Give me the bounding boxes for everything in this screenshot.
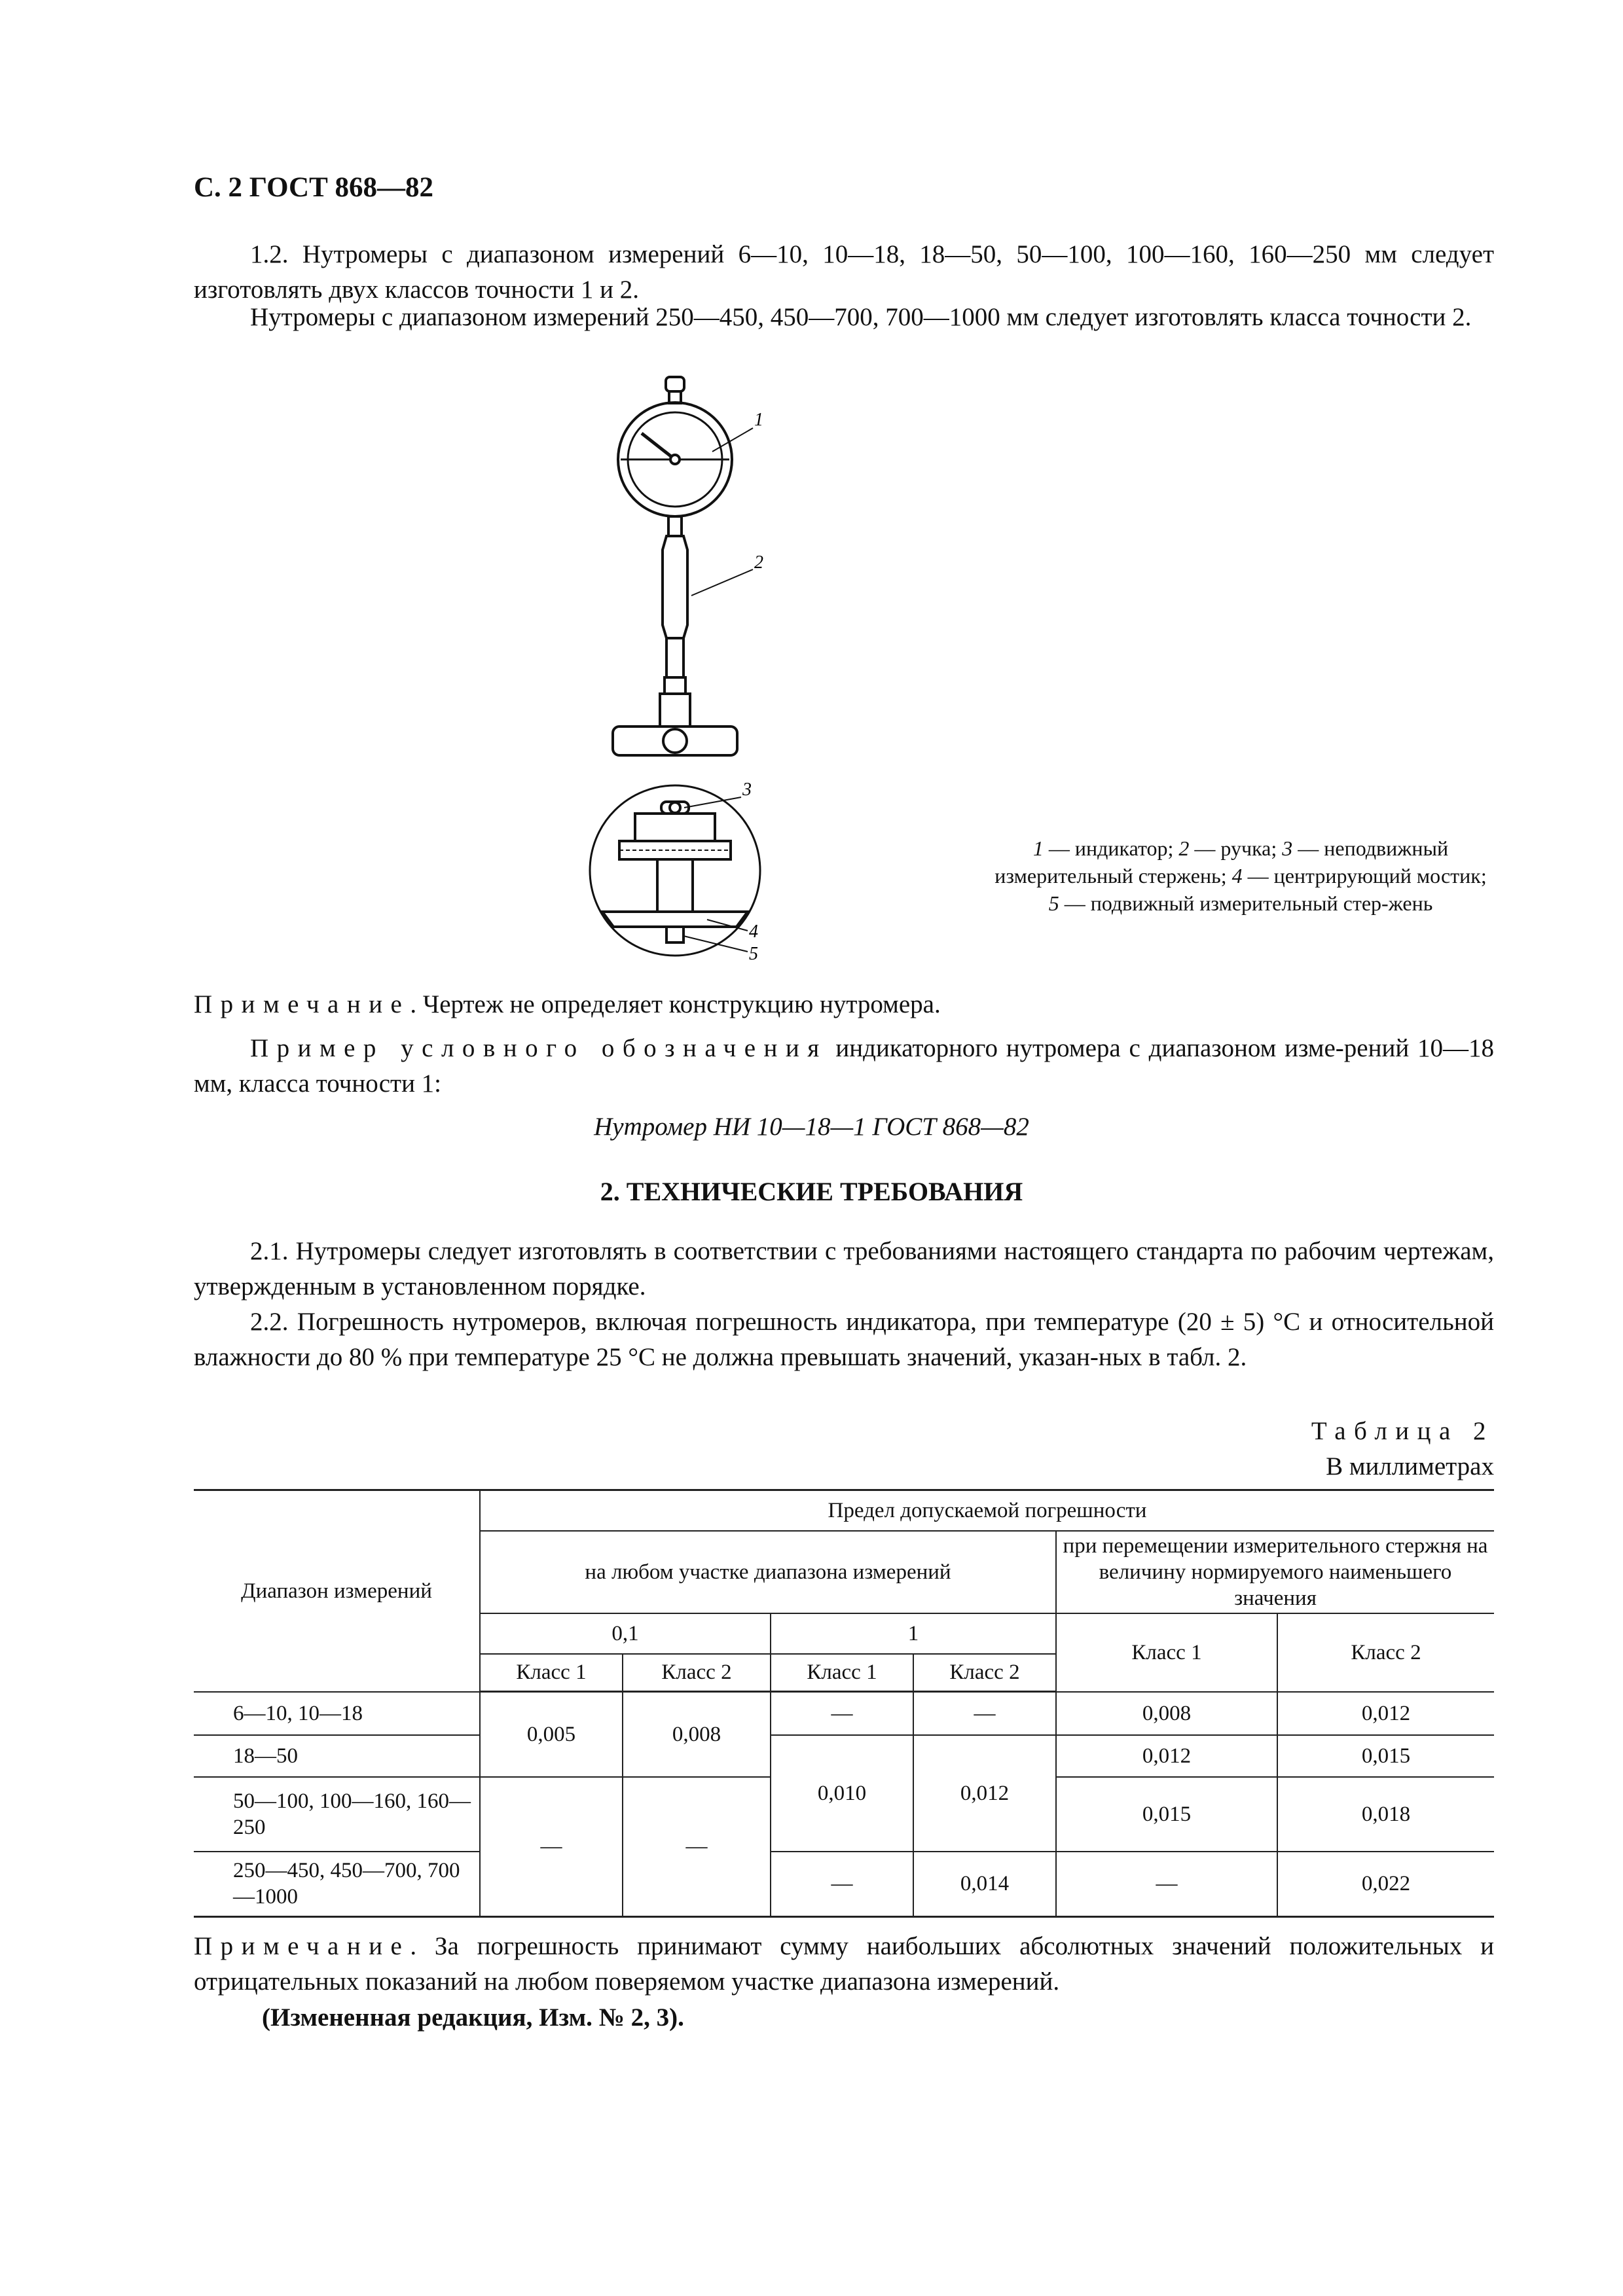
figure-label-1: 1 — [754, 410, 763, 430]
value-cell: — — [771, 1692, 913, 1735]
value-cell: — — [913, 1692, 1056, 1735]
designation-example: Нутромер НИ 10—18—1 ГОСТ 868—82 — [594, 1113, 1029, 1141]
legend-text-3: — неподвижный измерительный стержень; — [994, 836, 1449, 888]
legend-num-4: 4 — [1231, 864, 1243, 888]
paragraph-2-2-text: 2.2. Погрешность нутромеров, включая погрешность индикатора, при температуре (20 ± 5) °С и относительной влажности до 80 % при температуре 25 °С не должна превышать значений, указан-ных в табл. 2. — [194, 1308, 1494, 1371]
figure-label-2: 2 — [754, 552, 763, 573]
amendment-note: (Измененная редакция, Изм. № 2, 3). — [262, 2003, 684, 2032]
example-text: индикаторного нутромера с диапазоном изме-рений 10—18 мм, класса точности 1: — [194, 1034, 1494, 1098]
paragraph-1-2-text: 1.2. Нутромеры с диапазоном измерений 6—10, 10—18, 18—50, 50—100, 100—160, 160—250 мм следует изготовлять двух классов точности 1 и 2. — [194, 240, 1494, 304]
legend-num-5: 5 — [1048, 891, 1059, 915]
legend-text-2: — ручка; — [1189, 836, 1283, 860]
header-1: 1 — [771, 1613, 1056, 1654]
note-1-text: . Чертеж не определяет конструкцию нутромера. — [410, 990, 941, 1018]
header-1-class2: Класс 2 — [913, 1654, 1056, 1692]
header-any-section: на любом участке диапазона измерений — [480, 1531, 1056, 1613]
table-title: Таблица 2 — [1311, 1417, 1494, 1445]
table-row — [194, 1735, 1494, 1777]
legend-text-1: — индикатор; — [1043, 836, 1179, 860]
legend-text-4: — центрирующий мостик; — [1242, 864, 1487, 888]
value-cell: 0,018 — [1277, 1777, 1494, 1852]
legend-num-1: 1 — [1032, 836, 1044, 860]
header-range: Диапазон измерений — [194, 1490, 480, 1692]
indicator-knob — [666, 377, 684, 391]
paragraph-2-2 — [194, 1304, 1494, 1375]
value-cell: 0,014 — [913, 1852, 1056, 1917]
legend-num-3: 3 — [1282, 836, 1293, 860]
table-row — [194, 1692, 1494, 1735]
value-cell: — — [623, 1777, 771, 1917]
note-2-label: Примечание — [194, 1932, 410, 1960]
paragraph-2-1-text: 2.1. Нутромеры следует изготовлять в соответствии с требованиями настоящего стандарта по рабочим чертежам, утвержденным в установленном порядке. — [194, 1237, 1494, 1300]
figure-label-3: 3 — [742, 780, 752, 800]
example-label: Пример условного обозначения — [250, 1034, 828, 1062]
value-cell: 0,008 — [623, 1692, 771, 1777]
note-1-label: Примечание — [194, 990, 410, 1018]
value-cell: 0,012 — [1056, 1735, 1277, 1777]
legend-text-5: — подвижный измерительный стер-жень — [1059, 891, 1433, 915]
figure-legend — [989, 834, 1493, 917]
table-row — [194, 1852, 1494, 1917]
value-cell: 0,012 — [1277, 1692, 1494, 1735]
value-cell: — — [771, 1852, 913, 1917]
figure-label-4: 4 — [749, 922, 758, 942]
handle — [663, 536, 687, 638]
header-move-class2: Класс 2 — [1277, 1613, 1494, 1692]
header-limit: Предел допускаемой погрешности — [480, 1490, 1494, 1531]
paragraph-1-2 — [194, 237, 1494, 308]
cross-head — [613, 726, 737, 755]
header-move-class1: Класс 1 — [1056, 1613, 1277, 1692]
paragraph-1-2-b — [194, 300, 1494, 335]
header-move: при перемещении измерительного стержня на величину нормируемого наименьшего значения — [1056, 1531, 1494, 1613]
note-2-text: . За погрешность принимают сумму наибольших абсолютных значений положительных и отрицательных показаний на любом поверяемом участке диапазона измерений. — [194, 1932, 1494, 1996]
detail-circle — [590, 785, 760, 956]
paragraph-1-2-b-text: Нутромеры с диапазоном измерений 250—450, 450—700, 700—1000 мм следует изготовлять класса точности 2. — [250, 303, 1472, 331]
range-cell: 18—50 — [194, 1735, 480, 1777]
value-cell: — — [480, 1777, 623, 1917]
indicator-needle — [642, 433, 675, 459]
header-01: 0,1 — [480, 1613, 771, 1654]
note-2 — [194, 1929, 1494, 2000]
note-1 — [194, 987, 1494, 1022]
value-cell: 0,022 — [1277, 1852, 1494, 1917]
movable-rod — [666, 927, 684, 942]
header-01-class1: Класс 1 — [480, 1654, 623, 1692]
value-cell: — — [1056, 1852, 1277, 1917]
fixed-rod — [635, 814, 715, 841]
value-cell: 0,012 — [913, 1735, 1056, 1852]
header-1-class1: Класс 1 — [771, 1654, 913, 1692]
value-cell: 0,008 — [1056, 1692, 1277, 1735]
paragraph-2-1 — [194, 1234, 1494, 1304]
bore-gauge-drawing — [576, 373, 825, 982]
range-cell: 250—450, 450—700, 700—1000 — [194, 1852, 480, 1917]
example-paragraph — [194, 1031, 1494, 1102]
tolerance-table — [194, 1489, 1494, 1918]
value-cell: 0,005 — [480, 1692, 623, 1777]
figure-label-5: 5 — [749, 944, 758, 964]
value-cell: 0,010 — [771, 1735, 913, 1852]
section-title: 2. ТЕХНИЧЕСКИЕ ТРЕБОВАНИЯ — [600, 1177, 1023, 1206]
value-cell: 0,015 — [1056, 1777, 1277, 1852]
range-cell: 6—10, 10—18 — [194, 1692, 480, 1735]
range-cell: 50—100, 100—160, 160—250 — [194, 1777, 480, 1852]
value-cell: 0,015 — [1277, 1735, 1494, 1777]
table-caption — [1311, 1414, 1494, 1484]
legend-num-2: 2 — [1178, 836, 1190, 860]
page-header: С. 2 ГОСТ 868—82 — [194, 172, 434, 203]
table-units: В миллиметрах — [1326, 1452, 1494, 1480]
header-01-class2: Класс 2 — [623, 1654, 771, 1692]
